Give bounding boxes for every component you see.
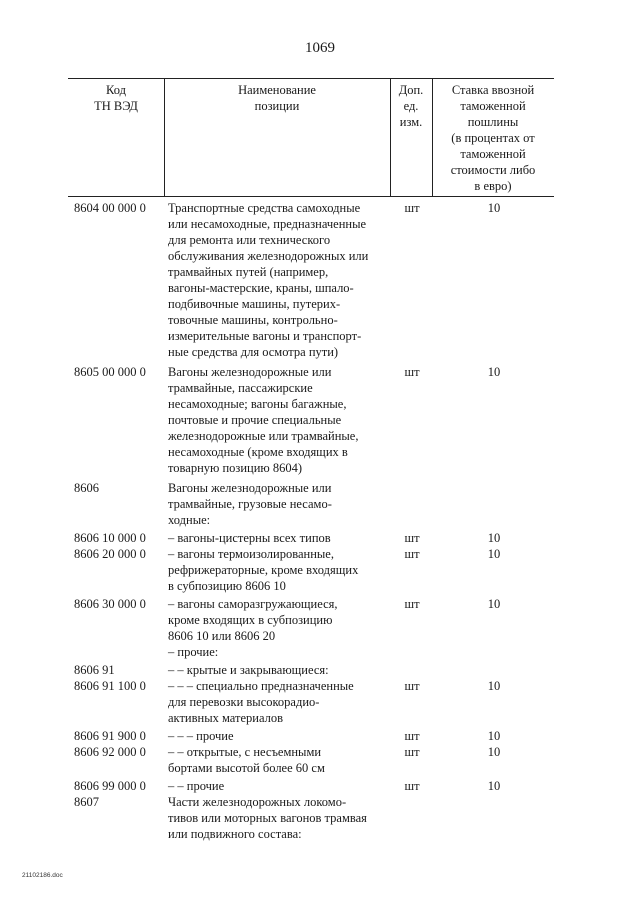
row-code: 8606	[74, 481, 99, 495]
row-unit: шт	[404, 365, 420, 379]
row-rate: 10	[487, 745, 501, 759]
row-name: – – прочие	[168, 779, 225, 793]
row-name: – вагоны-цистерны всех типов	[168, 531, 331, 545]
row-code: 8606 92 000 0	[74, 745, 146, 759]
row-name: Части железнодорожных локомо- тивов или моторных вагонов трамвая или подвижного состава:	[168, 795, 367, 841]
row-name: – – открытые, с несъемными бортами высотой более 60 см	[168, 745, 325, 775]
page-number: 1069	[305, 40, 335, 56]
row-unit: шт	[404, 547, 420, 561]
row-unit: шт	[404, 597, 420, 611]
row-name: – вагоны саморазгружающиеся, кроме входящих в субпозицию 8606 10 или 8606 20	[168, 597, 338, 643]
row-code: 8607	[74, 795, 99, 809]
header-name: Наименование позиции	[238, 83, 316, 113]
row-unit: шт	[404, 729, 420, 743]
row-name: Вагоны железнодорожные или трамвайные, грузовые несамо- ходные:	[168, 481, 332, 527]
row-unit: шт	[404, 201, 420, 215]
row-rate: 10	[487, 365, 501, 379]
row-code: 8606 99 000 0	[74, 779, 146, 793]
header-code: Код ТН ВЭД	[94, 83, 138, 113]
row-rate: 10	[487, 201, 501, 215]
header-bottom-rule	[68, 196, 554, 197]
row-unit: шт	[404, 745, 420, 759]
row-rate: 10	[487, 531, 501, 545]
row-unit: шт	[404, 779, 420, 793]
row-code: 8606 10 000 0	[74, 531, 146, 545]
row-name: – – – специально предназначенные для перевозки высокорадио- активных материалов	[168, 679, 354, 725]
row-name: – прочие:	[168, 645, 219, 659]
row-code: 8606 91 900 0	[74, 729, 146, 743]
row-rate: 10	[487, 547, 501, 561]
row-name: Транспортные средства самоходные или несамоходные, предназначенные для ремонта или технического обслуживания железнодорожных или трамвайных путей (например, вагоны-мастерские, краны, шпало- подбивочные машины, путерих- товочные машины, контрольно- измерительные вагоны и транспорт- ные средства для осмотра пути)	[168, 201, 369, 359]
row-name: – – – прочие	[168, 729, 234, 743]
row-unit: шт	[404, 531, 420, 545]
row-code: 8606 91	[74, 663, 115, 677]
row-code: 8606 20 000 0	[74, 547, 146, 561]
row-rate: 10	[487, 729, 501, 743]
row-name: Вагоны железнодорожные или трамвайные, пассажирские несамоходные; вагоны багажные, почтовые и прочие специальные железнодорожные или трамвайные, несамоходные (кроме входящих в товарную позицию 8604)	[168, 365, 359, 475]
document-filename: 21102186.doc	[22, 872, 63, 879]
header-rate: Ставка ввозной таможенной пошлины (в процентах от таможенной стоимости либо в евро)	[450, 83, 536, 193]
row-rate: 10	[487, 679, 501, 693]
row-rate: 10	[487, 779, 501, 793]
row-code: 8605 00 000 0	[74, 365, 146, 379]
row-name: – вагоны термоизолированные, рефрижераторные, кроме входящих в субпозицию 8606 10	[168, 547, 359, 593]
row-code: 8604 00 000 0	[74, 201, 146, 215]
header-top-rule	[68, 78, 554, 79]
header-unit: Доп. ед. изм.	[398, 83, 424, 129]
row-code: 8606 91 100 0	[74, 679, 146, 693]
row-code: 8606 30 000 0	[74, 597, 146, 611]
row-rate: 10	[487, 597, 501, 611]
row-unit: шт	[404, 679, 420, 693]
row-name: – – крытые и закрывающиеся:	[168, 663, 329, 677]
